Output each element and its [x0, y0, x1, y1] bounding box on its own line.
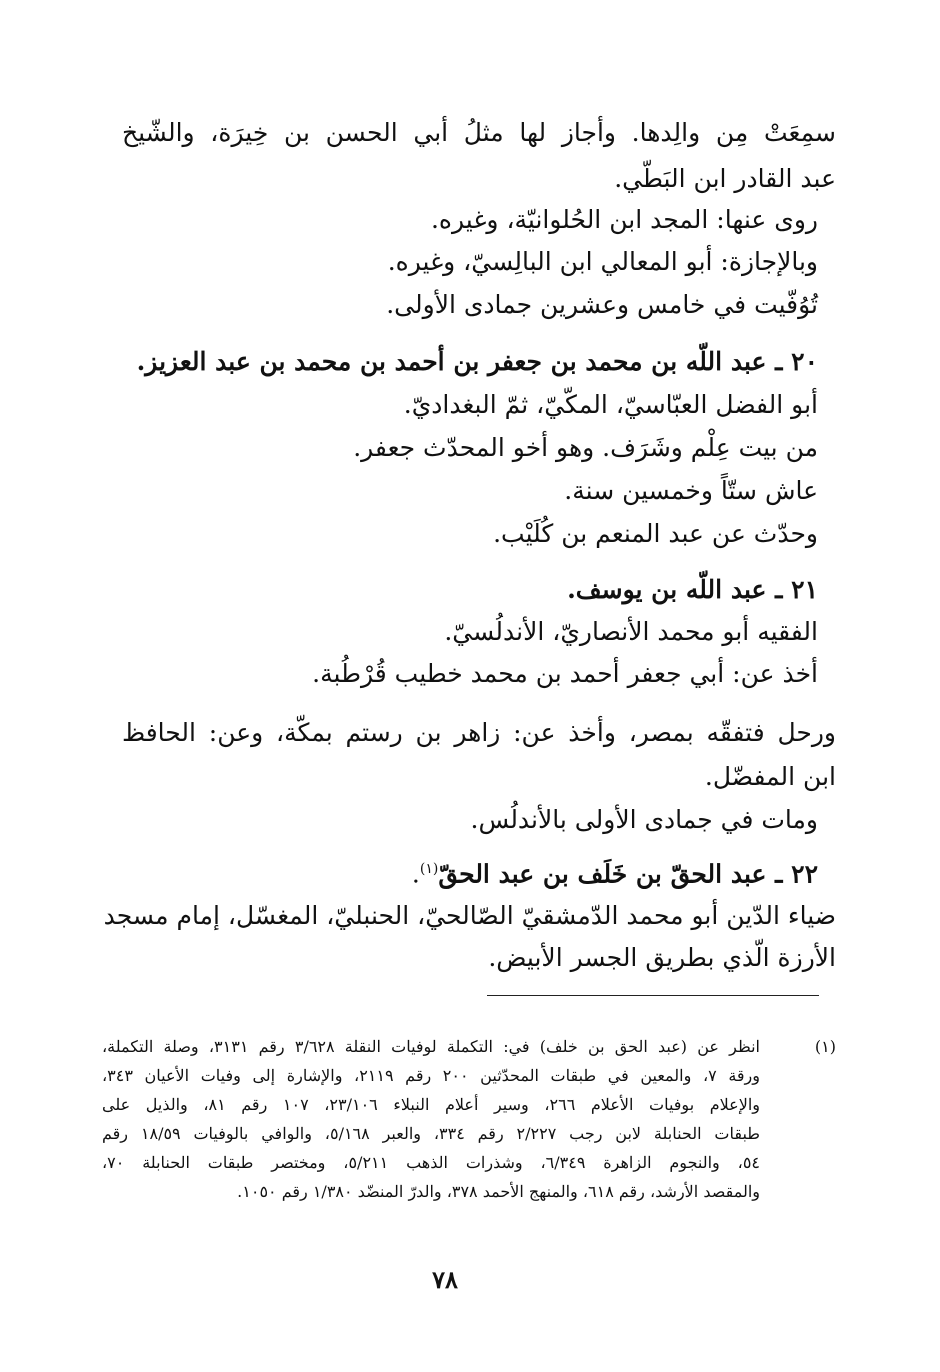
body-line: أبو الفضل العبّاسيّ، المكّيّ، ثمّ البغداديّ. [403, 390, 818, 419]
body-line: من بيت عِلْم وشَرَف. وهو أخو المحدّث جعفر. [353, 433, 818, 462]
body-line: ورحل فتفقّه بمصر، وأخذ عن: زاهر بن رستم بمكّة، وعن: الحافظ [122, 718, 836, 747]
footnote-line: والمقصد الأرشد، رقم ٦١٨، والمنهج الأحمد ٣٧٨، والدرّ المنضّد ١/٣٨٠ رقم ١٠٥٠. [237, 1182, 760, 1201]
body-line: ومات في جمادى الأولى بالأندلُس. [470, 805, 818, 834]
body-line: تُوُفّيت في خامس وعشرين جمادى الأولى. [386, 290, 818, 319]
body-line: ضياء الدّين أبو محمد الدّمشقيّ الصّالحيّ، الحنبليّ، المغسّل، إمام مسجد [103, 901, 836, 930]
footnote-separator [487, 995, 819, 996]
body-line: الفقيه أبو محمد الأنصاريّ، الأندلُسيّ. [444, 617, 818, 646]
footnote-line: ورقة ٧، والمعين في طبقات المحدّثين ٢٠٠ رقم ٢١١٩، والإشارة إلى وفيات الأعيان ٣٤٣، [102, 1066, 761, 1085]
page-number: ٧٨ [432, 1265, 458, 1294]
body-line: وبالإجازة: أبو المعالي ابن البالِسيّ، وغيره. [387, 247, 818, 276]
body-line: روى عنها: المجد ابن الحُلوانيّة، وغيره. [430, 205, 818, 234]
footnote-line: ٥٤، والنجوم الزاهرة ٦/٣٤٩، وشذرات الذهب ٥/٢١١، ومختصر طبقات الحنابلة ٧٠، [102, 1153, 760, 1172]
entry-heading-22-text: ٢٢ ـ عبد الحقّ بن خَلَف بن عبد الحقّ [438, 859, 818, 889]
footnote-line: والإعلام بوفيات الأعلام ٢٦٦، وسير أعلام النبلاء ٢٣/١٠٦، ١٠٧ رقم ٨١، والذيل على [102, 1095, 761, 1114]
entry-heading-22-end: . [411, 859, 420, 889]
body-line: الأرزة الّذي بطريق الجسر الأبيض. [488, 943, 836, 972]
entry-heading-22 [412, 852, 818, 891]
entry-heading-20: ٢٠ ـ عبد اللّه بن محمد بن جعفر بن أحمد بن محمد بن عبد العزيز. [136, 347, 818, 376]
body-line: سمِعَتْ مِن والِدها. وأجاز لها مثلُ أبي الحسن بن خِيرَة، والشّيخ [122, 118, 836, 147]
body-line: عاش ستّاً وخمسين سنة. [564, 476, 818, 505]
footnote-line: طبقات الحنابلة لابن رجب ٢/٢٢٧ رقم ٣٣٤، والعبر ٥/١٦٨، والوافي بالوفيات ١٨/٥٩ رقم [102, 1124, 761, 1143]
footnote-reference: (١) [419, 861, 439, 877]
body-line: ابن المفضّل. [704, 762, 836, 791]
footnote-line: انظر عن (عبد الحق بن خلف) في: التكملة لوفيات النقلة ٣/٦٢٨ رقم ٣١٣١، وصلة التكملة، [102, 1037, 760, 1056]
entry-heading-21: ٢١ ـ عبد اللّه بن يوسف. [567, 575, 818, 604]
body-line: أخذ عن: أبي جعفر أحمد بن محمد خطيب قُرْطُبة. [312, 659, 818, 688]
footnote-marker: (١) [814, 1037, 836, 1056]
body-line: عبد القادر ابن البَطّي. [614, 164, 836, 193]
body-line: وحدّث عن عبد المنعم بن كُلَيْب. [493, 519, 818, 548]
